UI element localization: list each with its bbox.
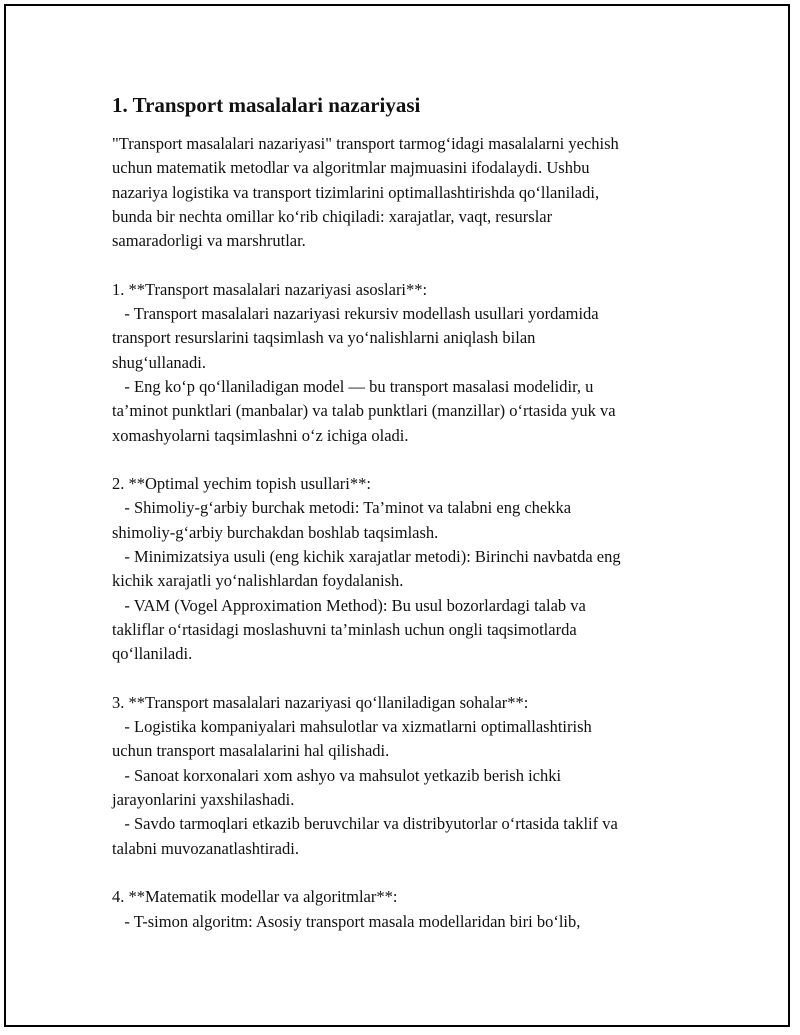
text-line: - Shimoliy-g‘arbiy burchak metodi: Ta’minot va talabni eng chekka — [112, 498, 572, 518]
text-line: xomashyolarni taqsimlashni o‘z ichiga oladi. — [112, 425, 409, 445]
text-line: shug‘ullanadi. — [112, 352, 206, 372]
paragraph-gap — [112, 448, 712, 472]
section-2 — [112, 472, 712, 666]
section-heading: 2. **Optimal yechim topish usullari**: — [112, 474, 371, 494]
section-heading: 1. **Transport masalalari nazariyasi asoslari**: — [112, 279, 428, 299]
paragraph-gap — [112, 667, 712, 691]
text-line: - Savdo tarmoqlari etkazib beruvchilar va distribyutorlar o‘rtasida taklif va — [112, 814, 618, 834]
section-heading: 3. **Transport masalalari nazariyasi qo‘llaniladigan sohalar**: — [112, 692, 529, 712]
text-line: samaradorligi va marshrutlar. — [112, 231, 306, 251]
text-line: uchun transport masalalarini hal qilishadi. — [112, 741, 390, 761]
text-line: jarayonlarini yaxshilashadi. — [112, 790, 295, 810]
text-line: - Sanoat korxonalari xom ashyo va mahsulot yetkazib berish ichki — [112, 765, 562, 785]
text-line: - T-simon algoritm: Asosiy transport masala modellaridan biri bo‘lib, — [112, 911, 581, 931]
text-line: qo‘llaniladi. — [112, 644, 193, 664]
text-line: - Logistika kompaniyalari mahsulotlar va xizmatlarni optimallashtirish — [112, 717, 592, 737]
text-line: "Transport masalalari nazariyasi" transport tarmog‘idagi masalalarni yechish — [112, 134, 619, 153]
document-title: 1. Transport masalalari nazariyasi — [112, 93, 421, 117]
text-line: uchun matematik metodlar va algoritmlar majmuasini ifodalaydi. Ushbu — [112, 158, 590, 178]
text-line: - VAM (Vogel Approximation Method): Bu usul bozorlardagi talab va — [112, 595, 586, 615]
text-line: bunda bir nechta omillar ko‘rib chiqiladi: xarajatlar, vaqt, resurslar — [112, 206, 553, 226]
text-line: talabni muvozanatlashtiradi. — [112, 838, 299, 858]
text-line: - Eng ko‘p qo‘llaniladigan model — bu transport masalasi modelidir, u — [112, 376, 594, 396]
text-line: nazariya logistika va transport tizimlarini optimallashtirishda qo‘llaniladi, — [112, 182, 600, 202]
text-line: kichik xarajatli yo‘nalishlardan foydalanish. — [112, 571, 404, 591]
section-heading: 4. **Matematik modellar va algoritmlar**: — [112, 887, 398, 907]
text-line: transport resurslarini taqsimlash va yo‘nalishlarni aniqlash bilan — [112, 328, 536, 348]
text-line: - Minimizatsiya usuli (eng kichik xarajatlar metodi): Birinchi navbatda eng — [112, 547, 621, 567]
text-line: ta’minot punktlari (manbalar) va talab punktlari (manzillar) o‘rtasida yuk va — [112, 401, 616, 421]
text-line: takliflar o‘rtasidagi moslashuvni ta’minlash uchun ongli taqsimotlarda — [112, 619, 577, 639]
paragraph-gap — [112, 861, 712, 885]
text-line: - Transport masalalari nazariyasi rekursiv modellash usullari yordamida — [112, 304, 599, 324]
text-line: shimoliy-g‘arbiy burchakdan boshlab taqsimlash. — [112, 522, 439, 542]
paragraph-gap — [112, 253, 712, 277]
section-3 — [112, 691, 712, 861]
section-4 — [112, 885, 712, 934]
section-1 — [112, 278, 712, 448]
intro-paragraph — [112, 132, 712, 253]
document-body — [112, 90, 712, 934]
